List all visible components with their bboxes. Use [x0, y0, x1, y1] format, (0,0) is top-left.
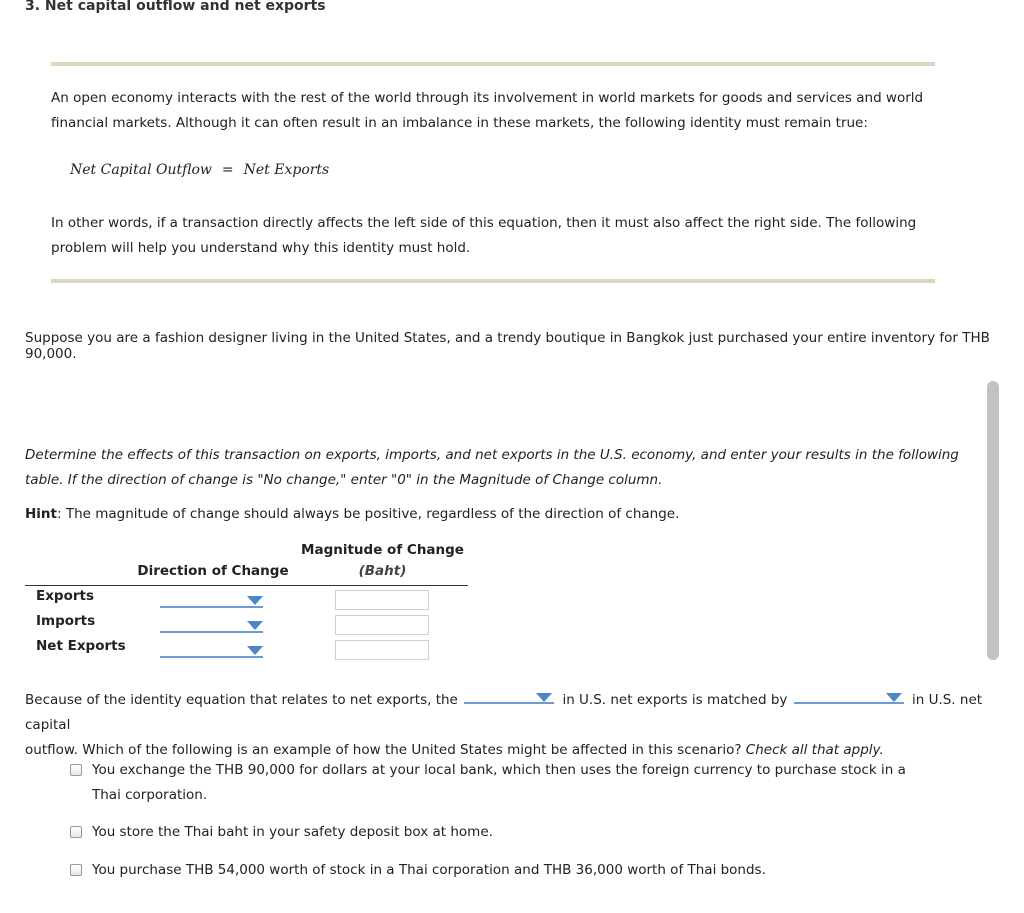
- option-text-2: You store the Thai baht in your safety deposit box at home.: [92, 824, 493, 840]
- question-part-3: in U.S. net capital: [25, 692, 983, 733]
- hint-body: : The magnitude of change should always be positive, regardless of the direction of change.: [57, 506, 680, 522]
- hint-text: [25, 506, 980, 522]
- identity-equation: [70, 162, 329, 178]
- net-exports-direction-dropdown[interactable]: [160, 642, 263, 658]
- scenario-text: Suppose you are a fashion designer living in the United States, and a trendy boutique in Bangkok just purchased your entire inventory for THB 90,000.: [25, 330, 990, 362]
- direction-header: Direction of Change: [137, 563, 289, 579]
- triangle-down-icon: [536, 693, 552, 702]
- scrollbar[interactable]: [987, 381, 999, 660]
- option-item[interactable]: [70, 858, 950, 883]
- question-part-5: Check all that apply.: [745, 742, 884, 758]
- checkbox-icon[interactable]: [70, 826, 82, 838]
- change-dropdown-2[interactable]: [794, 688, 904, 704]
- triangle-down-icon: [247, 621, 263, 630]
- equation-right: Net Exports: [243, 162, 330, 178]
- magnitude-unit: (Baht): [358, 563, 407, 579]
- row-label-net-exports: Net Exports: [36, 638, 126, 654]
- intro-paragraph: An open economy interacts with the rest of the world through its involvement in world markets for goods and services and world financial markets. Although it can often result in an imbalance in these markets, the following identity must remain true:: [51, 90, 924, 131]
- question-part-2: in U.S. net exports is matched by: [562, 692, 788, 708]
- option-item[interactable]: [70, 758, 950, 808]
- explanation-paragraph: In other words, if a transaction directly affects the left side of this equation, then it must also affect the right side. The following problem will help you understand why this identity must hold.: [51, 215, 917, 256]
- top-divider: [51, 62, 935, 66]
- option-item[interactable]: [70, 820, 950, 845]
- exports-magnitude-input[interactable]: [335, 590, 429, 610]
- triangle-down-icon: [886, 693, 902, 702]
- checkbox-icon[interactable]: [70, 864, 82, 876]
- option-text-3: You purchase THB 54,000 worth of stock in a Thai corporation and THB 36,000 worth of Thai bonds.: [92, 862, 766, 878]
- hint-label: Hint: [25, 506, 57, 522]
- identity-question: [25, 688, 1010, 763]
- checkbox-icon[interactable]: [70, 764, 82, 776]
- equation-sign: =: [221, 162, 234, 178]
- equation-left: Net Capital Outflow: [70, 162, 212, 178]
- bottom-divider: [51, 279, 935, 283]
- change-dropdown-1[interactable]: [464, 688, 554, 704]
- option-text-1: You exchange the THB 90,000 for dollars at your local bank, which then uses the foreign currency to purchase stock in a Thai corporation.: [92, 762, 906, 803]
- row-label-exports: Exports: [36, 588, 95, 604]
- row-label-imports: Imports: [36, 613, 96, 629]
- imports-magnitude-input[interactable]: [335, 615, 429, 635]
- magnitude-header: Magnitude of Change: [301, 542, 464, 558]
- question-part-4: outflow. Which of the following is an example of how the United States might be affected in this scenario?: [25, 742, 742, 758]
- instructions-text: Determine the effects of this transaction on exports, imports, and net exports in the U.S. economy, and enter your results in the following table. If the direction of change is "No change," enter "0" in the Magnitude of Change column.: [25, 447, 959, 488]
- exports-direction-dropdown[interactable]: [160, 592, 263, 608]
- triangle-down-icon: [247, 646, 263, 655]
- imports-direction-dropdown[interactable]: [160, 617, 263, 633]
- table-header-line: [25, 585, 468, 586]
- triangle-down-icon: [247, 596, 263, 605]
- question-part-1: Because of the identity equation that relates to net exports, the: [25, 692, 458, 708]
- net-exports-magnitude-input[interactable]: [335, 640, 429, 660]
- question-title: 3. Net capital outflow and net exports: [25, 0, 326, 14]
